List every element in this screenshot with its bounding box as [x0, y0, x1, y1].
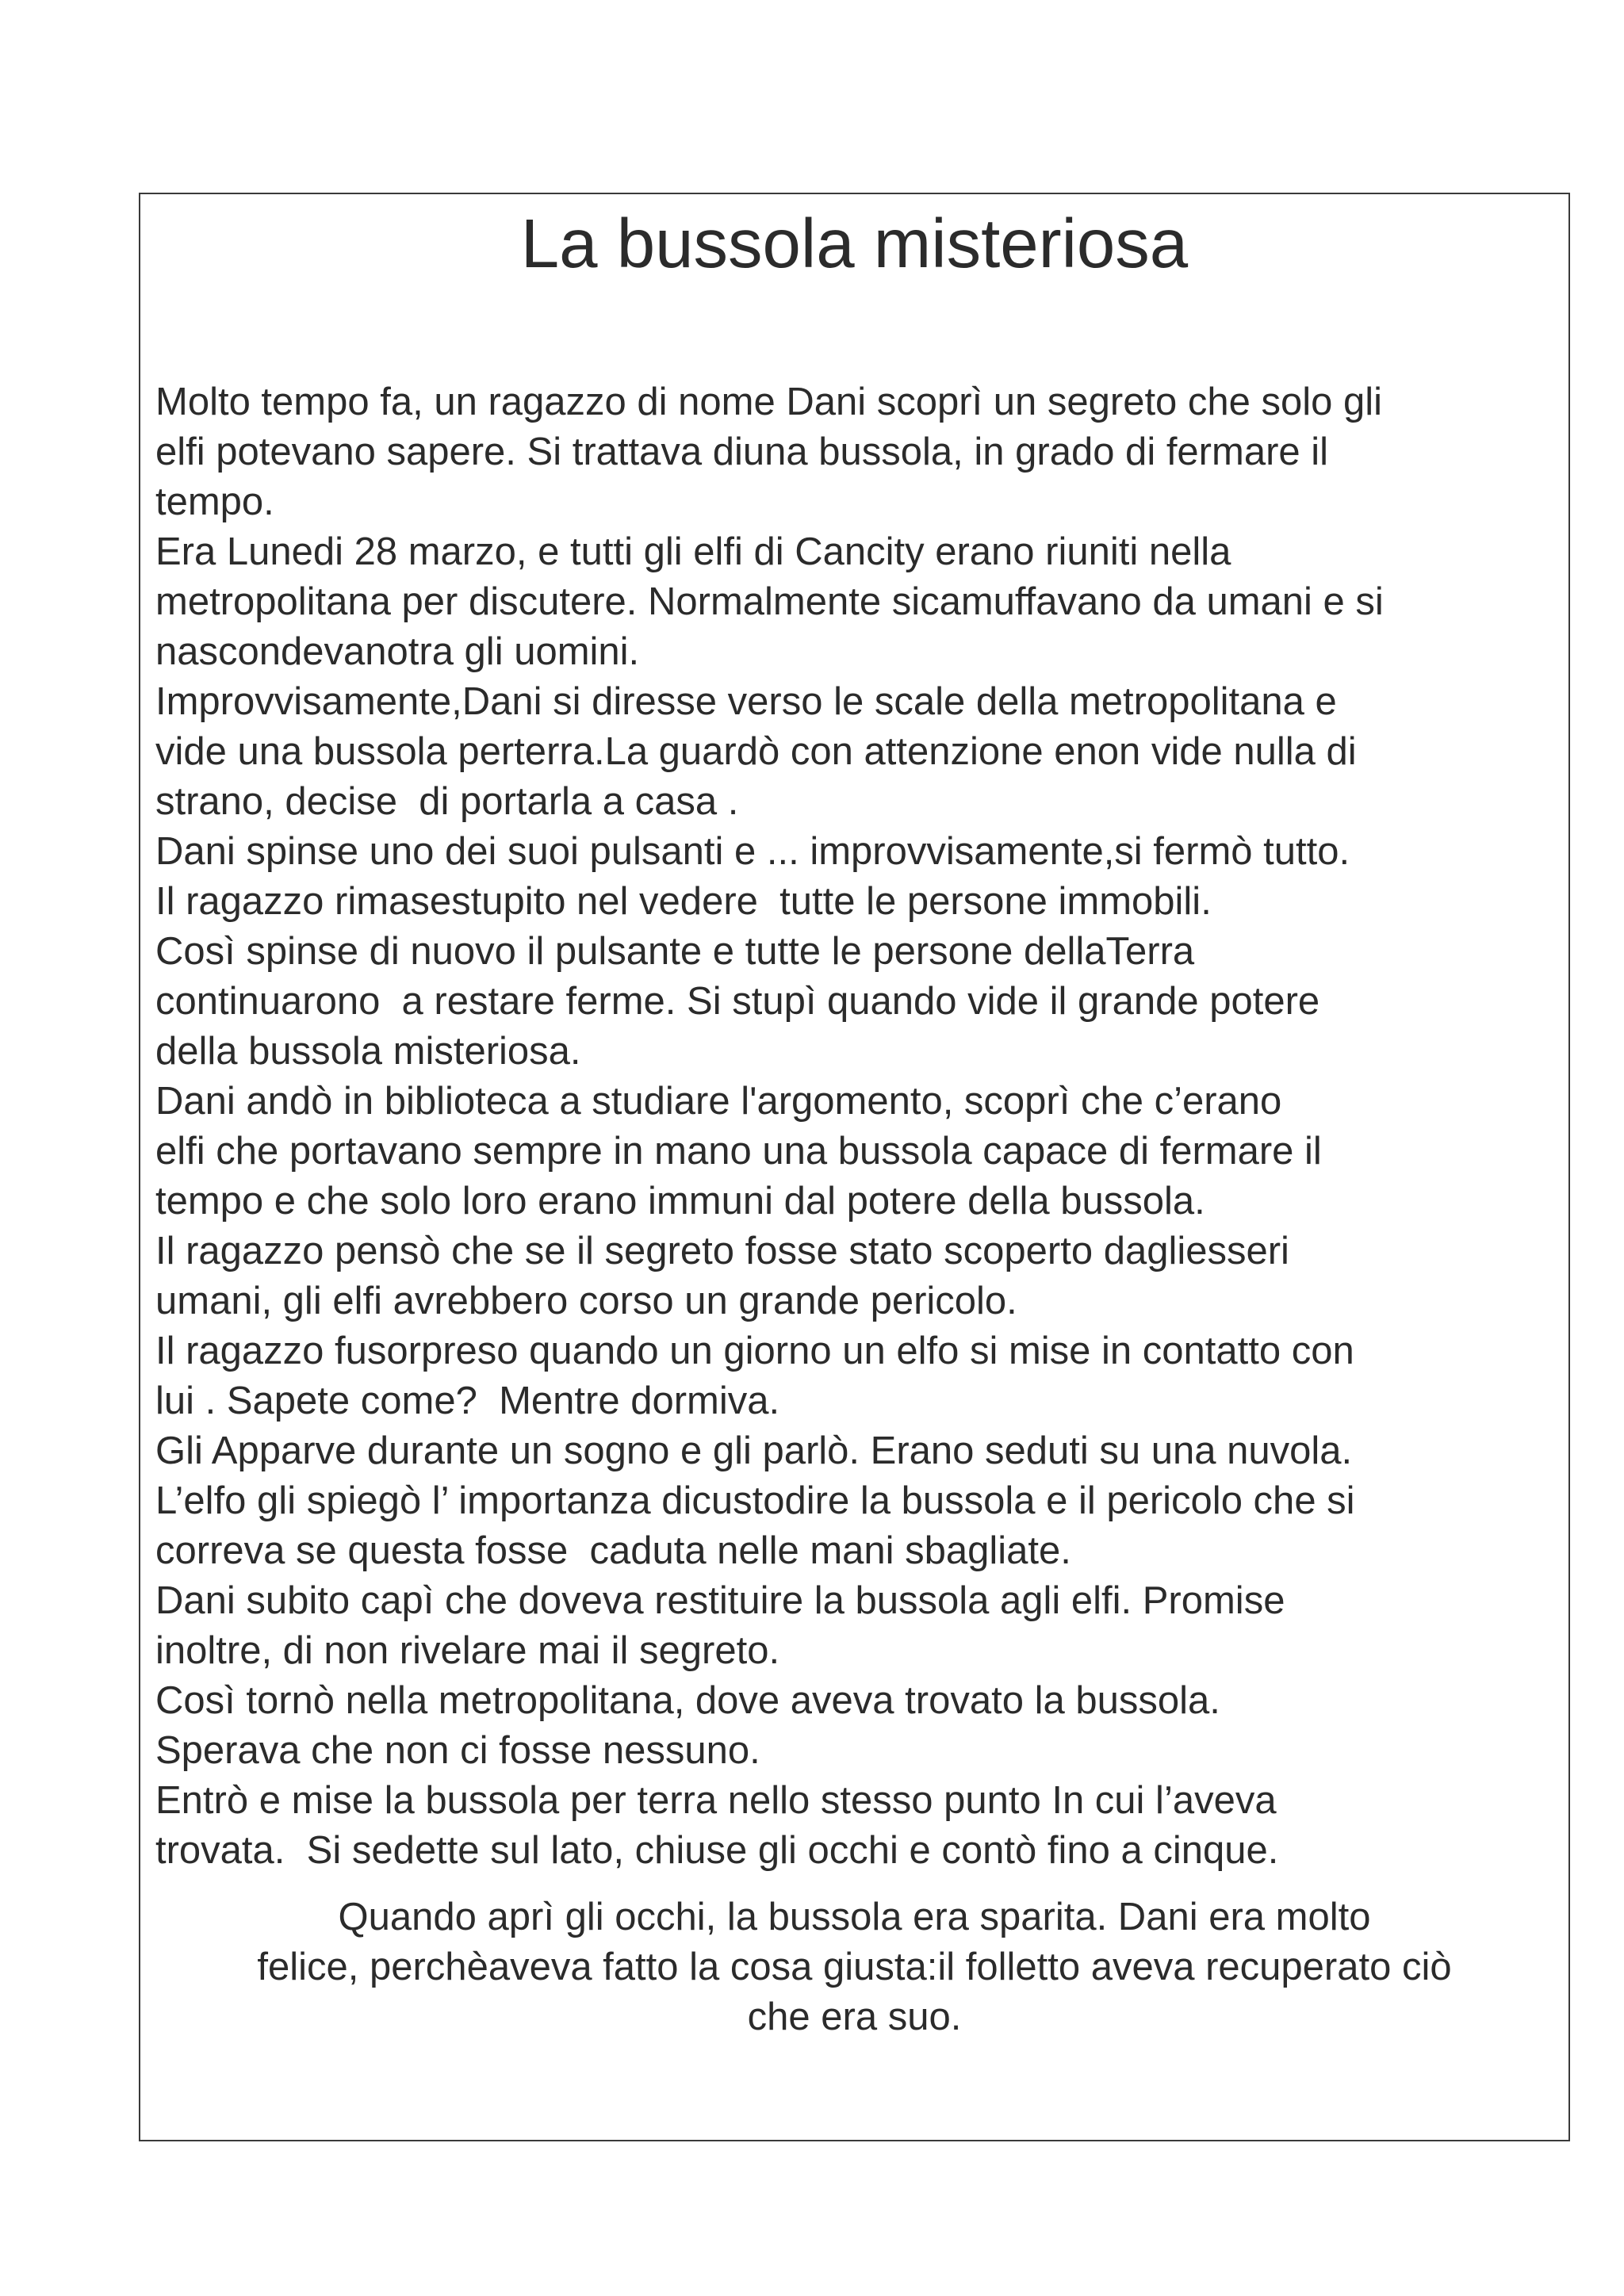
story-line: lui . Sapete come? Mentre dormiva.	[155, 1380, 780, 1422]
story-line: Dani subito capì che doveva restituire la bussola agli elfi. Promise	[155, 1579, 1285, 1622]
story-body	[155, 377, 1559, 1876]
story-line: Sperava che non ci fosse nessuno.	[155, 1729, 760, 1772]
story-line: vide una bussola perterra.La guardò con attenzione enon vide nulla di	[155, 730, 1357, 773]
story-line: Il ragazzo pensò che se il segreto fosse stato scoperto dagliesseri	[155, 1230, 1289, 1272]
story-line: Il ragazzo rimasestupito nel vedere tutte le persone immobili.	[155, 880, 1212, 923]
story-line: Il ragazzo fusorpreso quando un giorno un elfo si mise in contatto con	[155, 1330, 1354, 1372]
story-line: Era Lunedi 28 marzo, e tutti gli elfi di Cancity erano riuniti nella	[155, 530, 1231, 573]
story-line: elfi potevano sapere. Si trattava diuna bussola, in grado di fermare il	[155, 430, 1329, 473]
story-line: Improvvisamente,Dani si diresse verso le scale della metropolitana e	[155, 680, 1337, 723]
story-ending	[140, 1892, 1569, 2042]
story-line: inoltre, di non rivelare mai il segreto.	[155, 1629, 780, 1672]
story-line: tempo e che solo loro erano immuni dal potere della bussola.	[155, 1180, 1205, 1223]
ending-line: Quando aprì gli occhi, la bussola era sparita. Dani era molto	[338, 1896, 1371, 1938]
story-line: trovata. Si sedette sul lato, chiuse gli occhi e contò fino a cinque.	[155, 1829, 1279, 1872]
ending-line: felice, perchèaveva fatto la cosa giusta:il folletto aveva recuperato ciò	[257, 1946, 1452, 1988]
story-line: Molto tempo fa, un ragazzo di nome Dani scoprì un segreto che solo gli	[155, 381, 1383, 423]
page-title: La bussola misteriosa	[520, 205, 1189, 282]
story-line: strano, decise di portarla a casa .	[155, 780, 739, 823]
story-line: metropolitana per discutere. Normalmente sicamuffavano da umani e si	[155, 580, 1384, 623]
story-line: elfi che portavano sempre in mano una bussola capace di fermare il	[155, 1130, 1322, 1173]
story-line: continuarono a restare ferme. Si stupì quando vide il grande potere	[155, 980, 1320, 1023]
story-line: correva se questa fosse caduta nelle mani sbagliate.	[155, 1529, 1071, 1572]
story-line: Entrò e mise la bussola per terra nello stesso punto In cui l’aveva	[155, 1779, 1277, 1822]
story-line: L’elfo gli spiegò l’ importanza dicustodire la bussola e il pericolo che si	[155, 1479, 1355, 1522]
ending-line: che era suo.	[747, 1996, 962, 2038]
story-line: della bussola misteriosa.	[155, 1030, 581, 1073]
story-line: Così tornò nella metropolitana, dove aveva trovato la bussola.	[155, 1679, 1220, 1722]
story-line: umani, gli elfi avrebbero corso un grande pericolo.	[155, 1280, 1017, 1322]
story-line: nascondevanotra gli uomini.	[155, 630, 640, 673]
story-line: Dani andò in biblioteca a studiare l'argomento, scoprì che c’erano	[155, 1080, 1282, 1123]
story-line: Dani spinse uno dei suoi pulsanti e ... improvvisamente,si fermò tutto.	[155, 830, 1350, 873]
story-line: tempo.	[155, 480, 274, 523]
story-line: Così spinse di nuovo il pulsante e tutte le persone dellaTerra	[155, 930, 1195, 973]
story-line: Gli Apparve durante un sogno e gli parlò. Erano seduti su una nuvola.	[155, 1429, 1353, 1472]
